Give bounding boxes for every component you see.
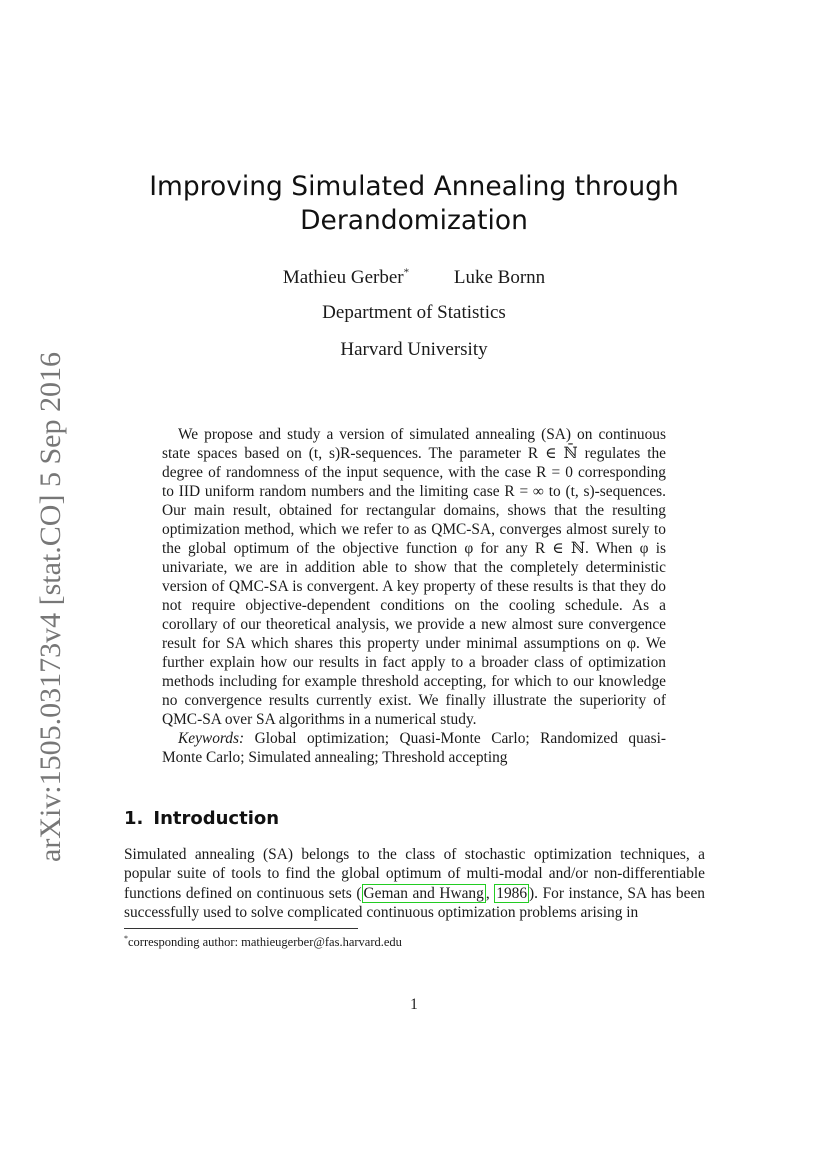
keywords-line: [162, 729, 666, 767]
arxiv-identifier: arXiv:1505.03173v4 [stat.CO] 5 Sep 2016: [34, 352, 67, 862]
author-list: [124, 261, 704, 290]
affiliation-university: Harvard University: [340, 339, 488, 360]
footnote-divider: [124, 928, 358, 929]
section-heading: [124, 807, 279, 831]
citation-separator: ,: [485, 884, 495, 902]
citation-link-authors[interactable]: Geman and Hwang: [363, 884, 484, 902]
abstract-text: We propose and study a version of simulated annealing (SA) on continuous state spaces based on (t, s)R-sequences. The parameter R ∈ ℕ̄ regulates the degree of randomness of the input sequence, with the case R = 0 corresponding to IID uniform random numbers and the limiting case R = ∞ to (t, s)-sequences. Our main result, obtained for rectangular domains, shows that the resulting optimization method, which we refer to as QMC-SA, converges almost surely to the global optimum of the objective function φ for any R ∈ ℕ. When φ is univariate, we are in addition able to show that the completely deterministic version of QMC-SA is convergent. A key property of these results is that they do not require objective-dependent conditions on the cooling schedule. As a corollary of our theoretical analysis, we provide a new almost sure convergence result for SA which shares this property under minimal assumptions on φ. We further explain how our results in fact apply to a broader class of optimization methods including for example threshold accepting, for which to our knowledge no convergence results currently exist. We finally illustrate the superiority of QMC-SA over SA algorithms in a numerical study.: [162, 426, 666, 728]
citation-link-year[interactable]: 1986: [496, 884, 528, 902]
section-number: 1.: [124, 808, 144, 829]
footnote: [124, 931, 402, 950]
intro-paragraph: [124, 845, 705, 923]
author-2[interactable]: Luke Bornn: [453, 267, 546, 289]
author-1-mark: *: [403, 267, 410, 279]
page-number: 1: [410, 996, 418, 1013]
author-1[interactable]: [283, 267, 409, 288]
intro-text-after: ). For instance, SA has been successfully used to solve complicated continuous optimization problems arising in: [124, 884, 705, 922]
keywords-text: Global optimization; Quasi-Monte Carlo; Randomized quasi-Monte Carlo; Simulated annealing; Threshold accepting: [162, 730, 667, 766]
keywords-label: Keywords:: [178, 730, 245, 747]
author-1-name: Mathieu Gerber: [282, 267, 404, 289]
abstract: [162, 425, 666, 767]
affiliation-department: Department of Statistics: [322, 302, 506, 323]
paper-title: Improving Simulated Annealing through Derandomization: [149, 171, 679, 236]
footnote-mark: *: [124, 934, 128, 943]
intro-text-before: Simulated annealing (SA) belongs to the class of stochastic optimization techniques, a popular suite of tools to find the global optimum of multi-modal and/or non-differentiable functions defined on continuous sets (: [124, 846, 705, 902]
section-title: Introduction: [153, 808, 280, 829]
footnote-text: corresponding author: mathieugerber@fas.harvard.edu: [128, 935, 402, 950]
